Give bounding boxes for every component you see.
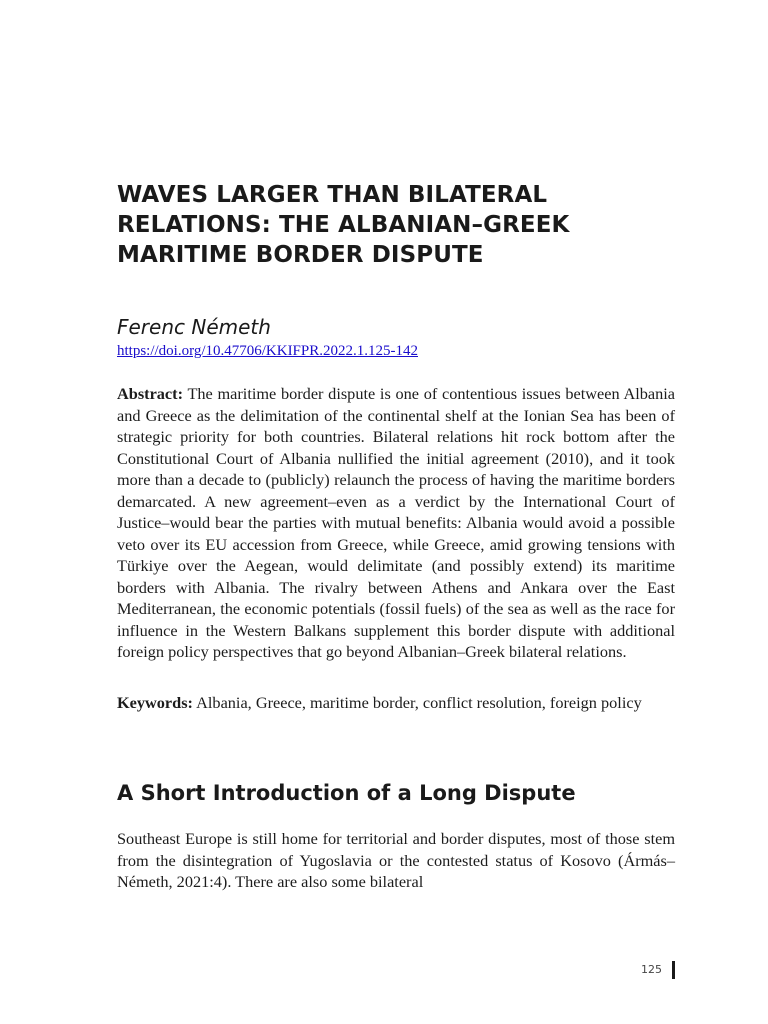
title-line: MARITIME BORDER DISPUTE bbox=[117, 242, 484, 268]
title-line: WAVES LARGER THAN BILATERAL bbox=[117, 182, 548, 208]
abstract-label: Abstract: bbox=[117, 384, 184, 403]
abstract-text: The maritime border dispute is one of contentious issues between Albania and Greece as the delimitation of the continental shelf at the Ionian Sea has been of strategic priority for both countries. Bilateral relations hit rock bottom after the Constitutional Court of Albania nullified the initial agreement (2010), and it took more than a decade to (publicly) relaunch the process of having the maritime borders demarcated. A new agreement–even as a verdict by the International Court of Justice–would bear the parties with mutual benefits: Albania would avoid a possible veto over its EU accession from Greece, while Greece, amid growing tensions with Türkiye over the Aegean, would delimitate (and possibly extend) its maritime borders with Albania. The rivalry between Athens and Ankara over the East Mediterranean, the economic potentials (fossil fuels) of the sea as well as the race for influence in the Western Balkans supplement this border dispute with additional foreign policy perspectives that go beyond Albanian–Greek bilateral relations. bbox=[117, 384, 675, 661]
doi-link[interactable]: https://doi.org/10.47706/KKIFPR.2022.1.125-142 bbox=[117, 343, 418, 359]
keywords-label: Keywords: bbox=[117, 693, 193, 712]
article-page bbox=[117, 0, 675, 1024]
title-line: RELATIONS: THE ALBANIAN–GREEK bbox=[117, 212, 570, 238]
author-name: Ferenc Németh bbox=[117, 315, 271, 339]
keywords-paragraph bbox=[117, 692, 675, 714]
page-number: 125 bbox=[641, 963, 662, 976]
body-paragraph: Southeast Europe is still home for territorial and border disputes, most of those stem from the disintegration of Yugoslavia or the contested status of Kosovo (Ármás–Németh, 2021:4). There are also some bilateral bbox=[117, 829, 675, 891]
section-heading: A Short Introduction of a Long Dispute bbox=[117, 781, 576, 805]
keywords-text: Albania, Greece, maritime border, conflict resolution, foreign policy bbox=[196, 693, 642, 712]
page-number-bar bbox=[672, 961, 675, 979]
abstract-paragraph bbox=[117, 383, 675, 663]
article-title bbox=[117, 180, 675, 270]
